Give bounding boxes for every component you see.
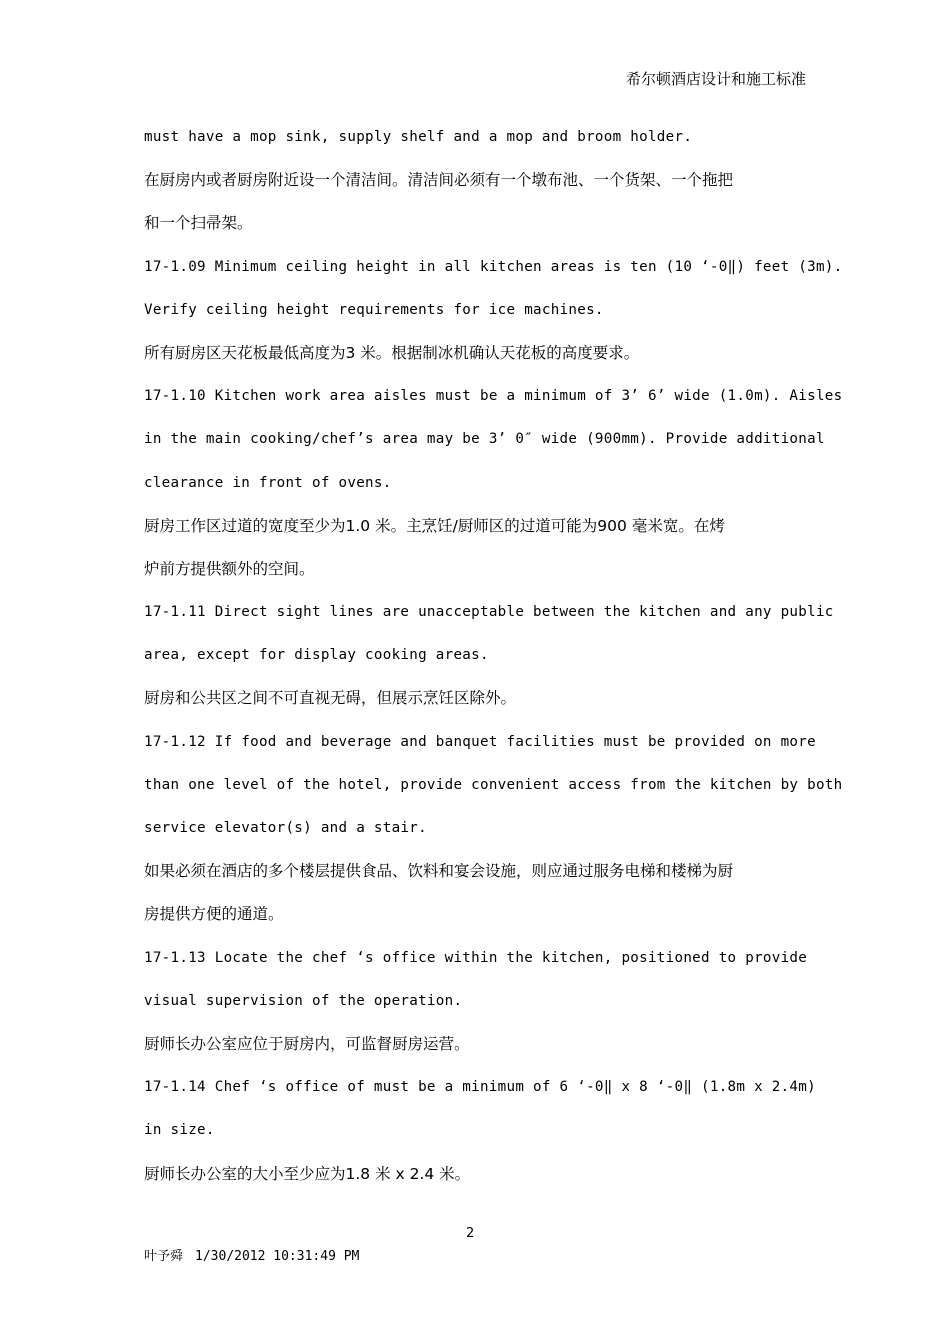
page-number: 2	[466, 1226, 475, 1241]
text-line-en: visual supervision of the operation.	[144, 992, 463, 1009]
text-line-en: in size.	[144, 1122, 215, 1139]
text-line-zh: 如果必须在酒店的多个楼层提供食品、饮料和宴会设施，则应通过服务电梯和楼梯为厨	[144, 862, 734, 881]
text-line-zh: 厨房和公共区之间不可直视无碍，但展示烹饪区除外。	[144, 689, 517, 708]
text-line-en: than one level of the hotel, provide convenient access from the kitchen by both	[144, 776, 843, 793]
text-line-zh: 房提供方便的通道。	[144, 905, 284, 924]
text-line-en: in the main cooking/chef’s area may be 3’ 0″ wide (900mm). Provide additional	[144, 431, 825, 448]
document-body	[144, 125, 843, 1205]
text-line-en: 17-1.13 Locate the chef ‘s office within the kitchen, positioned to provide	[144, 949, 808, 966]
text-line-zh: 在厨房内或者厨房附近设一个清洁间。清洁间必须有一个墩布池、一个货架、一个拖把	[144, 171, 734, 190]
text-line-en: service elevator(s) and a stair.	[144, 820, 427, 836]
footer-datetime: 1/30/2012 10:31:49 PM	[195, 1249, 360, 1264]
text-line-en: clearance in front of ovens.	[144, 474, 392, 491]
text-line-en: 17-1.09 Minimum ceiling height in all kitchen areas is ten (10 ‘-0‖) feet (3m).	[144, 258, 843, 275]
text-line-en: 17-1.12 If food and beverage and banquet facilities must be provided on more	[144, 733, 816, 750]
text-line-zh: 炉前方提供额外的空间。	[144, 559, 315, 578]
footer-author: 叶予舜	[144, 1249, 184, 1264]
text-line-en: 17-1.11 Direct sight lines are unacceptable between the kitchen and any public	[144, 604, 834, 621]
text-line-en: 17-1.14 Chef ‘s office of must be a minimum of 6 ‘-0‖ x 8 ‘-0‖ (1.8m x 2.4m)	[144, 1079, 816, 1096]
text-line-en: area, except for display cooking areas.	[144, 647, 489, 664]
text-line-zh: 厨师长办公室应位于厨房内，可监督厨房运营。	[144, 1034, 470, 1053]
text-line-zh: 和一个扫帚架。	[144, 214, 253, 233]
text-line-zh: 厨师长办公室的大小至少应为1.8 米 x 2.4 米。	[144, 1164, 471, 1183]
document-header-title: 希尔顿酒店设计和施工标准	[625, 70, 806, 88]
text-line-en: Verify ceiling height requirements for ice machines.	[144, 301, 604, 318]
text-line-zh: 厨房工作区过道的宽度至少为1.0 米。主烹饪/厨师区的过道可能为900 毫米宽。在烤	[144, 516, 725, 535]
text-line-zh: 所有厨房区天花板最低高度为3 米。根据制冰机确认天花板的高度要求。	[144, 343, 640, 362]
text-line-en: 17-1.10 Kitchen work area aisles must be a minimum of 3’ 6’ wide (1.0m). Aisles	[144, 388, 843, 405]
document-footer	[144, 1245, 359, 1264]
text-line-en: must have a mop sink, supply shelf and a mop and broom holder.	[144, 129, 693, 145]
